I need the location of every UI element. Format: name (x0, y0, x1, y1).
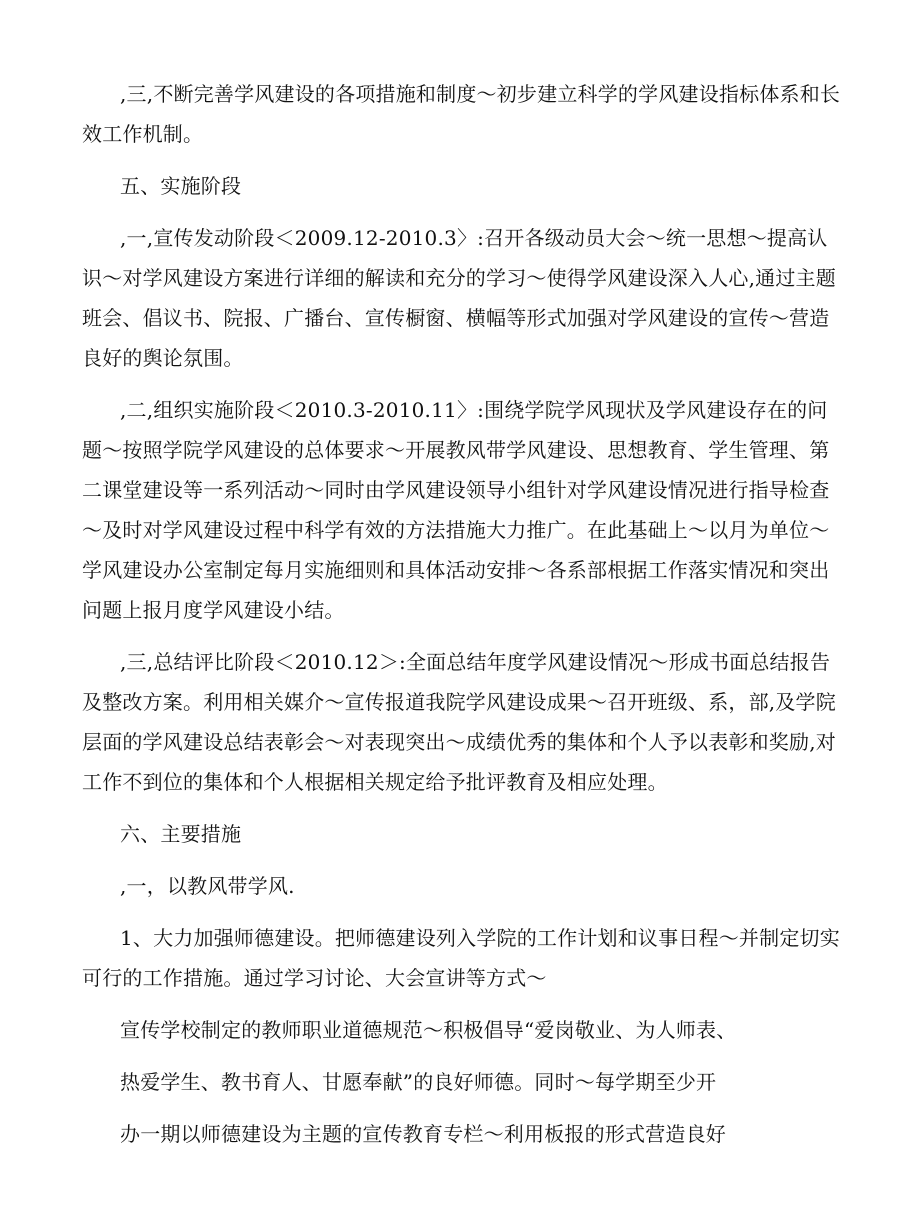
paragraph-mechanism: ,三,不断完善学风建设的各项措施和制度～初步建立科学的学风建设指标体系和长效工作机制。 (82, 82, 841, 146)
heading-main-measures: 六、主要措施 (120, 822, 242, 846)
paragraph-stage-three: ,三,总结评比阶段＜2010.12＞:全面总结年度学风建设情况～形成书面总结报告及整改方案。利用相关媒介～宣传报道我院学风建设成果～召开班级、系，部,及学院层面的学风建设总结表彰会～对表现突出～成绩优秀的集体和个人予以表彰和奖励,对工作不到位的集体和个人根据相关规定给予批评教育及相应处理。 (82, 650, 836, 794)
document-body (82, 74, 842, 1166)
paragraph-stage-one: ,一,宣传发动阶段＜2009.12-2010.3〉:召开各级动员大会～统一思想～提高认识～对学风建设方案进行详细的解读和充分的学习～使得学风建设深入人心,通过主题班会、倡议书、院报、广播台、宣传橱窗、横幅等形式加强对学风建设的宣传～营造良好的舆论氛围。 (82, 226, 836, 370)
subheading-teaching-style: ,一，以教风带学风. (120, 874, 295, 898)
paragraph-stage-two: ,二,组织实施阶段＜2010.3-2010.11〉:围绕学院学风现状及学风建设存在的问题～按照学院学风建设的总体要求～开展教风带学风建设、思想教育、学生管理、第二课堂建设等一系列活动～同时由学风建设领导小组针对学风建设情况进行指导检查～及时对学风建设过程中科学有效的方法措施大力推广。在此基础上～以月为单位～学风建设办公室制定每月实施细则和具体活动安排～各系部根据工作落实情况和突出问题上报月度学风建设小结。 (82, 398, 830, 622)
text-line: 宣传学校制定的教师职业道德规范～积极倡导“爱岗敬业、为人师表、 (120, 1018, 737, 1042)
paragraph-teacher-ethics: 1、大力加强师德建设。把师德建设列入学院的工作计划和议事日程～并制定切实可行的工作措施。通过学习讨论、大会宣讲等方式～ (82, 926, 840, 990)
text-line: 办一期以师德建设为主题的宣传教育专栏～利用板报的形式营造良好 (120, 1122, 726, 1146)
text-line: 热爱学生、教书育人、甘愿奉献”的良好师德。同时～每学期至少开 (120, 1070, 717, 1094)
heading-implementation-stages: 五、实施阶段 (120, 174, 242, 198)
